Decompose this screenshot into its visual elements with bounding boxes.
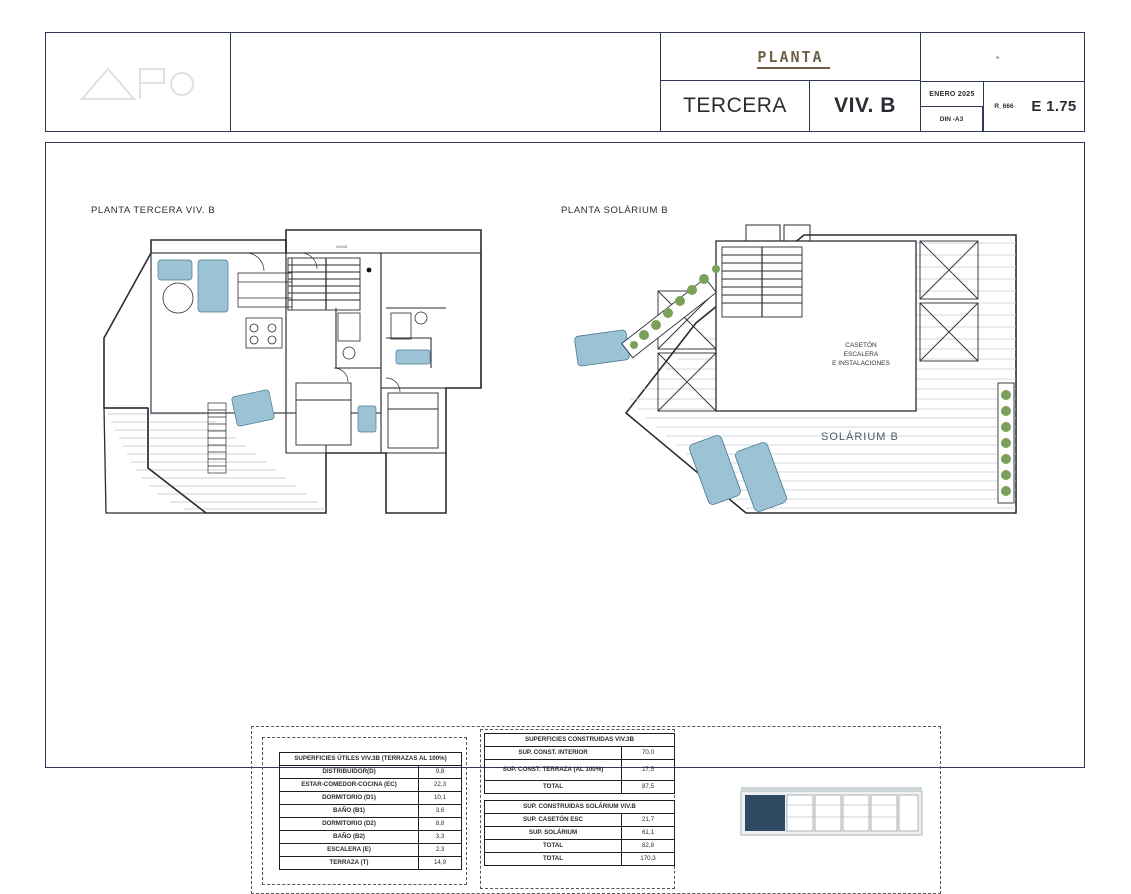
table-row xyxy=(485,747,675,760)
row-value: 17,5 xyxy=(622,760,675,781)
floor-plan-third-floor xyxy=(86,218,516,618)
table-row xyxy=(485,760,675,781)
table-row xyxy=(280,766,462,779)
row-value: 8,8 xyxy=(419,818,462,831)
planta-word: PLANTA xyxy=(757,47,824,66)
row-label: ESCALERA (E) xyxy=(280,844,419,857)
row-label: ESTAR-COMEDOR-COCINA (EC) xyxy=(280,779,419,792)
row-value: 61,1 xyxy=(622,827,675,840)
table-header-row xyxy=(485,801,675,814)
right-plan-title: PLANTA SOLÁRIUM B xyxy=(561,205,669,216)
row-label: SUP. CONST. TERRAZA (AL 100%) xyxy=(485,760,622,781)
row-value: 2,3 xyxy=(419,844,462,857)
sheet-title-cell xyxy=(661,33,921,131)
utiles-header: SUPERFICIES ÚTILES VIV.3B (TERRAZAS AL 100%) xyxy=(280,753,462,766)
table-row xyxy=(280,831,462,844)
row-label: SUP. SOLÁRIUM xyxy=(485,827,622,840)
row-value: 70,0 xyxy=(622,747,675,760)
row-value: 3,3 xyxy=(419,831,462,844)
table-row xyxy=(280,792,462,805)
row-value: 3,6 xyxy=(419,805,462,818)
row-value: 9,8 xyxy=(419,766,462,779)
table-row xyxy=(280,857,462,870)
row-value: 14,9 xyxy=(419,857,462,870)
row-label: TOTAL xyxy=(485,853,622,866)
title-block xyxy=(45,32,1085,132)
caseton-label: CASETÓN ESCALERA E INSTALACIONES xyxy=(832,342,890,367)
meta-row xyxy=(921,82,1084,131)
table-superficies-utiles xyxy=(279,752,462,870)
table-row xyxy=(485,814,675,827)
floor-label: TERCERA xyxy=(661,81,810,131)
solarium-header: SUP. CONSTRUIDAS SOLÁRIUM VIV.B xyxy=(485,801,675,814)
format-ref-row xyxy=(921,107,983,131)
row-label: TOTAL xyxy=(485,781,622,794)
table-row xyxy=(280,779,462,792)
floor-plan-solarium xyxy=(546,213,1026,613)
table-row xyxy=(280,805,462,818)
table-header-row xyxy=(280,753,462,766)
table-superficies-construidas xyxy=(484,733,675,794)
row-label: BAÑO (B2) xyxy=(280,831,419,844)
table-row xyxy=(485,781,675,794)
key-plan-thumbnail xyxy=(739,787,924,839)
company-logo-icon xyxy=(78,59,198,105)
row-value: 87,5 xyxy=(622,781,675,794)
notes-cell xyxy=(231,33,661,131)
row-value: 10,1 xyxy=(419,792,462,805)
date-format-block xyxy=(921,82,984,131)
construidas-header: SUPERFICIES CONSTRUIDAS VIV.3B xyxy=(485,734,675,747)
scale-label: E 1.75 xyxy=(1031,98,1077,115)
row-label: TOTAL xyxy=(485,840,622,853)
row-label: SUP. CONST. INTERIOR xyxy=(485,747,622,760)
solarium-area-label: SOLÁRIUM B xyxy=(821,431,899,443)
row-label: DORMITORIO (D1) xyxy=(280,792,419,805)
row-label: DISTRIBUIDOR(D) xyxy=(280,766,419,779)
row-value: 170,3 xyxy=(622,853,675,866)
date-label: ENERO 2025 xyxy=(921,82,983,107)
left-plan-title: PLANTA TERCERA VIV. B xyxy=(91,205,216,216)
row-value: 22,3 xyxy=(419,779,462,792)
table-row xyxy=(485,827,675,840)
logo-cell xyxy=(46,33,231,131)
table-header-row xyxy=(485,734,675,747)
row-value: 82,8 xyxy=(622,840,675,853)
revision-row xyxy=(921,33,1084,82)
table-row xyxy=(280,818,462,831)
row-value: 21,7 xyxy=(622,814,675,827)
planta-word-row xyxy=(661,33,920,81)
reference-label: R_666 xyxy=(994,103,1014,110)
asterisk-icon: * xyxy=(995,55,1000,65)
format-label: DIN -A3 xyxy=(921,107,983,131)
floor-unit-row xyxy=(661,81,920,131)
unit-label: VIV. B xyxy=(834,94,896,117)
table-row xyxy=(485,853,675,866)
row-label: TERRAZA (T) xyxy=(280,857,419,870)
row-label: SUP. CASETÓN ESC xyxy=(485,814,622,827)
row-label: BAÑO (B1) xyxy=(280,805,419,818)
surface-tables-zone xyxy=(251,726,941,894)
svg-text:40008: 40008 xyxy=(336,244,348,249)
drawing-frame xyxy=(45,142,1085,866)
table-row xyxy=(280,844,462,857)
table-superficies-solarium xyxy=(484,800,675,866)
metadata-cell xyxy=(921,33,1084,131)
table-row xyxy=(485,840,675,853)
row-label: DORMITORIO (D2) xyxy=(280,818,419,831)
